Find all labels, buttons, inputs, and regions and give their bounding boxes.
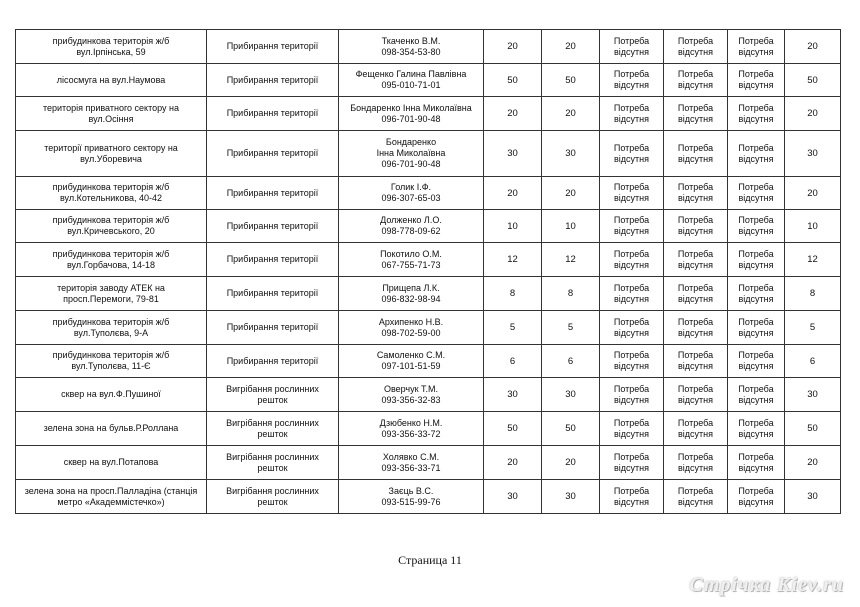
table-row: [16, 210, 841, 243]
need-tools-cell: [600, 64, 664, 97]
location-cell: [16, 30, 207, 64]
cell-line: Потреба: [738, 282, 774, 293]
count-actual-cell: 30: [542, 480, 600, 514]
location-cell: [16, 210, 207, 243]
cell-line: відсутня: [614, 113, 649, 124]
table-row: [16, 64, 841, 97]
total-cell: 30: [785, 480, 841, 514]
count-planned-cell: 30: [484, 480, 542, 514]
work-type-cell: [207, 131, 339, 177]
cell-line: відсутня: [738, 327, 774, 338]
cell-line: відсутня: [614, 327, 649, 338]
total-cell: 6: [785, 345, 841, 378]
cell-line: Оверчук Т.М.: [383, 383, 439, 394]
count-actual-cell: 50: [542, 412, 600, 446]
cell-line: Прибирання території: [226, 220, 319, 231]
count-actual-cell: 5: [542, 311, 600, 345]
need-transport-cell: [728, 480, 785, 514]
count-planned-cell: 10: [484, 210, 542, 243]
cell-line: вул.Котельникова, 40-42: [59, 193, 163, 203]
cell-line: відсутня: [678, 80, 713, 90]
cell-line: Потреба: [613, 215, 650, 225]
need-transport-cell: [728, 64, 785, 97]
cell-line: Заєць В.С.: [388, 485, 434, 496]
cell-line: відсутня: [614, 428, 649, 439]
cell-line: Потреба: [738, 35, 774, 46]
cell-line: Вигрібання рослинних: [226, 383, 319, 394]
count-actual-cell: 20: [542, 30, 600, 64]
cell-line: 093-356-33-71: [381, 462, 441, 473]
count-actual-cell: 6: [542, 345, 600, 378]
need-transport-cell: [728, 412, 785, 446]
cell-line: відсутня: [678, 113, 713, 124]
cell-line: Потреба: [738, 417, 774, 428]
cell-line: Потреба: [677, 69, 714, 79]
location-cell: [16, 480, 207, 514]
cell-line: відсутня: [738, 226, 774, 236]
total-cell: 20: [785, 177, 841, 210]
location-cell: [16, 177, 207, 210]
need-transport-cell: [728, 131, 785, 177]
cell-line: Потреба: [613, 451, 650, 462]
cell-line: Прищепа Л.К.: [382, 282, 440, 293]
cell-line: Потреба: [738, 451, 774, 462]
cell-line: прибудинкова територія ж/б: [52, 35, 170, 46]
cell-line: Потреба: [613, 248, 650, 259]
need-transport-cell: [728, 277, 785, 311]
work-type-cell: [207, 345, 339, 378]
cell-line: відсутня: [738, 394, 774, 405]
total-cell: 8: [785, 277, 841, 311]
contact-cell: [339, 97, 484, 131]
cell-line: територія заводу АТЕК на: [57, 282, 165, 293]
cell-line: відсутня: [678, 394, 713, 405]
cell-line: Потреба: [677, 451, 714, 462]
cell-line: Потреба: [613, 383, 650, 394]
need-transport-cell: [728, 210, 785, 243]
cell-line: прибудинкова територія ж/б: [52, 182, 170, 192]
cell-line: відсутня: [614, 293, 649, 304]
total-cell: 20: [785, 97, 841, 131]
cell-line: решток: [257, 428, 288, 439]
cell-line: 098-778-09-62: [381, 226, 441, 236]
cell-line: вул.Уборевича: [80, 153, 142, 164]
cell-line: Потреба: [613, 142, 650, 153]
cell-line: Потреба: [738, 102, 774, 113]
cell-line: Потреба: [613, 417, 650, 428]
cell-line: Прибирання території: [226, 187, 319, 198]
cell-line: Прибирання території: [226, 288, 319, 298]
need-bags-cell: [664, 311, 728, 345]
total-cell: 20: [785, 446, 841, 480]
count-actual-cell: 20: [542, 446, 600, 480]
cell-line: Потреба: [677, 35, 714, 46]
contact-cell: [339, 131, 484, 177]
contact-cell: [339, 30, 484, 64]
total-cell: 50: [785, 64, 841, 97]
cell-line: 098-702-59-00: [381, 327, 441, 338]
work-type-cell: [207, 177, 339, 210]
cell-line: Потреба: [613, 316, 650, 327]
cell-line: Вигрібання рослинних: [226, 417, 319, 428]
need-tools-cell: [600, 311, 664, 345]
cell-line: Потреба: [738, 215, 774, 225]
cell-line: 096-832-98-94: [381, 293, 441, 304]
cell-line: Прибирання території: [226, 322, 319, 332]
cell-line: сквер на вул.Потапова: [63, 457, 159, 467]
total-cell: 30: [785, 378, 841, 412]
cell-line: Потреба: [677, 282, 714, 293]
cell-line: решток: [257, 462, 288, 473]
cell-line: відсутня: [614, 193, 649, 203]
need-tools-cell: [600, 446, 664, 480]
count-planned-cell: 30: [484, 378, 542, 412]
cell-line: вул.Кричевського, 20: [67, 226, 155, 236]
cell-line: Потреба: [677, 142, 714, 153]
need-bags-cell: [664, 412, 728, 446]
need-tools-cell: [600, 97, 664, 131]
cell-line: просп.Перемоги, 79-81: [63, 293, 159, 304]
cell-line: 095-010-71-01: [381, 80, 441, 90]
cell-line: Фещенко Галина Павлівна: [355, 69, 467, 79]
work-type-cell: [207, 480, 339, 514]
need-bags-cell: [664, 97, 728, 131]
cleanup-schedule-table: [15, 29, 841, 514]
cell-line: територія приватного сектору на: [43, 102, 179, 113]
cell-line: відсутня: [678, 462, 713, 473]
contact-cell: [339, 210, 484, 243]
cell-line: 093-515-99-76: [381, 496, 441, 507]
table-row: [16, 131, 841, 177]
contact-cell: [339, 412, 484, 446]
cell-line: відсутня: [678, 46, 713, 57]
cell-line: Покотило О.М.: [380, 248, 442, 259]
need-tools-cell: [600, 131, 664, 177]
work-type-cell: [207, 30, 339, 64]
work-type-cell: [207, 97, 339, 131]
work-type-cell: [207, 210, 339, 243]
need-bags-cell: [664, 131, 728, 177]
need-transport-cell: [728, 97, 785, 131]
count-actual-cell: 50: [542, 64, 600, 97]
cell-line: відсутня: [738, 293, 774, 304]
contact-cell: [339, 277, 484, 311]
need-transport-cell: [728, 378, 785, 412]
count-planned-cell: 50: [484, 412, 542, 446]
cell-line: Вигрібання рослинних: [226, 485, 319, 496]
location-cell: [16, 64, 207, 97]
cell-line: Голик І.Ф.: [390, 182, 432, 192]
cell-line: території приватного сектору на: [44, 142, 178, 153]
need-bags-cell: [664, 446, 728, 480]
contact-cell: [339, 64, 484, 97]
count-planned-cell: 20: [484, 97, 542, 131]
cell-line: сквер на вул.Ф.Пушиної: [61, 389, 161, 399]
contact-cell: [339, 480, 484, 514]
work-type-cell: [207, 412, 339, 446]
cell-line: Потреба: [677, 383, 714, 394]
cell-line: відсутня: [738, 496, 774, 507]
table-row: [16, 412, 841, 446]
table-row: [16, 446, 841, 480]
cell-line: прибудинкова територія ж/б: [52, 215, 170, 225]
count-actual-cell: 30: [542, 378, 600, 412]
cell-line: 098-354-53-80: [381, 46, 441, 57]
cell-line: відсутня: [678, 496, 713, 507]
total-cell: 30: [785, 131, 841, 177]
cell-line: Дзюбенко Н.М.: [379, 417, 443, 428]
work-type-cell: [207, 277, 339, 311]
contact-cell: [339, 177, 484, 210]
table-body: [16, 30, 841, 514]
cell-line: Потреба: [677, 350, 714, 360]
cell-line: відсутня: [614, 462, 649, 473]
cell-line: Бондаренко Інна Миколаївна: [350, 102, 472, 113]
need-bags-cell: [664, 480, 728, 514]
cell-line: Потреба: [613, 485, 650, 496]
cell-line: відсутня: [738, 113, 774, 124]
total-cell: 5: [785, 311, 841, 345]
cell-line: відсутня: [738, 80, 774, 90]
cell-line: відсутня: [678, 259, 713, 270]
total-cell: 12: [785, 243, 841, 277]
cell-line: 096-701-90-48: [381, 113, 441, 124]
need-tools-cell: [600, 412, 664, 446]
cell-line: відсутня: [614, 259, 649, 270]
cell-line: відсутня: [738, 428, 774, 439]
cell-line: Потреба: [677, 215, 714, 225]
need-transport-cell: [728, 311, 785, 345]
need-bags-cell: [664, 210, 728, 243]
cell-line: Потреба: [738, 350, 774, 360]
cell-line: Потреба: [613, 350, 650, 360]
cell-line: вул.Туполєва, 9-А: [73, 327, 149, 338]
cell-line: Потреба: [738, 316, 774, 327]
count-actual-cell: 12: [542, 243, 600, 277]
cell-line: Потреба: [613, 35, 650, 46]
work-type-cell: [207, 378, 339, 412]
total-cell: 10: [785, 210, 841, 243]
contact-cell: [339, 378, 484, 412]
cell-line: 097-101-51-59: [381, 361, 441, 371]
cell-line: Прибирання території: [226, 148, 319, 158]
cell-line: Потреба: [613, 102, 650, 113]
need-tools-cell: [600, 378, 664, 412]
need-bags-cell: [664, 345, 728, 378]
cell-line: вул.Горбачова, 14-18: [66, 259, 156, 270]
location-cell: [16, 131, 207, 177]
count-planned-cell: 8: [484, 277, 542, 311]
cell-line: Прибирання території: [226, 355, 319, 366]
cell-line: відсутня: [614, 394, 649, 405]
location-cell: [16, 97, 207, 131]
cell-line: відсутня: [614, 361, 649, 371]
cell-line: Архипенко Н.В.: [378, 316, 444, 327]
table-row: [16, 378, 841, 412]
count-actual-cell: 10: [542, 210, 600, 243]
table-row: [16, 277, 841, 311]
contact-cell: [339, 446, 484, 480]
cell-line: відсутня: [738, 462, 774, 473]
count-planned-cell: 20: [484, 30, 542, 64]
cell-line: зелена зона на просп.Палладіна (станція: [24, 485, 198, 496]
cell-line: відсутня: [678, 327, 713, 338]
need-tools-cell: [600, 345, 664, 378]
cell-line: прибудинкова територія ж/б: [52, 350, 170, 360]
table-row: [16, 30, 841, 64]
cell-line: відсутня: [678, 193, 713, 203]
table-row: [16, 97, 841, 131]
cell-line: відсутня: [678, 361, 713, 371]
location-cell: [16, 345, 207, 378]
work-type-cell: [207, 446, 339, 480]
cell-line: Потреба: [677, 182, 714, 192]
count-actual-cell: 30: [542, 131, 600, 177]
cell-line: зелена зона на бульв.Р.Роллана: [43, 423, 179, 433]
cell-line: відсутня: [738, 361, 774, 371]
cell-line: Прибирання території: [226, 108, 319, 118]
cell-line: відсутня: [678, 293, 713, 304]
cell-line: лісосмуга на вул.Наумова: [56, 74, 166, 85]
cell-line: вул.Туполєва, 11-Є: [71, 361, 151, 371]
cell-line: 096-701-90-48: [381, 159, 441, 169]
need-bags-cell: [664, 30, 728, 64]
location-cell: [16, 277, 207, 311]
table-row: [16, 243, 841, 277]
cell-line: Потреба: [677, 485, 714, 496]
cell-line: Ткаченко В.М.: [381, 35, 441, 46]
work-type-cell: [207, 64, 339, 97]
need-bags-cell: [664, 378, 728, 412]
location-cell: [16, 311, 207, 345]
need-transport-cell: [728, 30, 785, 64]
cell-line: решток: [257, 496, 288, 507]
location-cell: [16, 446, 207, 480]
cell-line: відсутня: [614, 226, 649, 236]
contact-cell: [339, 345, 484, 378]
table-row: [16, 345, 841, 378]
cell-line: Долженко Л.О.: [380, 215, 442, 225]
cell-line: відсутня: [738, 46, 774, 57]
cell-line: 093-356-33-72: [381, 428, 441, 439]
need-bags-cell: [664, 177, 728, 210]
table-row: [16, 177, 841, 210]
need-transport-cell: [728, 345, 785, 378]
location-cell: [16, 243, 207, 277]
work-type-cell: [207, 311, 339, 345]
need-tools-cell: [600, 480, 664, 514]
count-planned-cell: 30: [484, 131, 542, 177]
cell-line: відсутня: [678, 153, 713, 164]
cell-line: відсутня: [614, 496, 649, 507]
location-cell: [16, 412, 207, 446]
count-planned-cell: 5: [484, 311, 542, 345]
count-planned-cell: 50: [484, 64, 542, 97]
contact-cell: [339, 311, 484, 345]
need-tools-cell: [600, 243, 664, 277]
cell-line: відсутня: [738, 153, 774, 164]
cell-line: відсутня: [678, 226, 713, 236]
cell-line: відсутня: [738, 193, 774, 203]
cell-line: Потреба: [613, 282, 650, 293]
need-bags-cell: [664, 64, 728, 97]
need-bags-cell: [664, 243, 728, 277]
cell-line: 093-356-32-83: [381, 394, 441, 405]
contact-cell: [339, 243, 484, 277]
cell-line: Прибирання території: [226, 74, 319, 85]
cell-line: Потреба: [738, 383, 774, 394]
cell-line: Потреба: [677, 417, 714, 428]
cell-line: Бондаренко: [385, 137, 437, 147]
location-cell: [16, 378, 207, 412]
need-transport-cell: [728, 177, 785, 210]
cell-line: Потреба: [738, 69, 774, 79]
need-bags-cell: [664, 277, 728, 311]
need-transport-cell: [728, 243, 785, 277]
cell-line: Потреба: [613, 69, 650, 79]
cell-line: Потреба: [738, 485, 774, 496]
cell-line: Потреба: [613, 182, 650, 192]
cell-line: Холявко С.М.: [382, 451, 440, 462]
need-tools-cell: [600, 177, 664, 210]
cell-line: Вигрібання рослинних: [226, 451, 319, 462]
cell-line: відсутня: [614, 153, 649, 164]
cell-line: прибудинкова територія ж/б: [52, 316, 170, 327]
table-row: [16, 311, 841, 345]
cell-line: Потреба: [738, 182, 774, 192]
cell-line: відсутня: [738, 259, 774, 270]
cell-line: вул.Осіння: [88, 113, 134, 124]
cell-line: Потреба: [738, 142, 774, 153]
count-actual-cell: 20: [542, 97, 600, 131]
cell-line: відсутня: [678, 428, 713, 439]
cell-line: вул.Ірпінська, 59: [76, 46, 146, 57]
need-tools-cell: [600, 277, 664, 311]
cell-line: Прибирання території: [226, 41, 319, 51]
cell-line: відсутня: [614, 80, 649, 90]
need-tools-cell: [600, 30, 664, 64]
cell-line: Потреба: [738, 248, 774, 259]
need-transport-cell: [728, 446, 785, 480]
cell-line: 067-755-71-73: [381, 259, 441, 270]
page-number: Страница 11: [398, 553, 462, 567]
cell-line: Потреба: [677, 316, 714, 327]
count-planned-cell: 12: [484, 243, 542, 277]
table-row: [16, 480, 841, 514]
work-type-cell: [207, 243, 339, 277]
count-planned-cell: 20: [484, 446, 542, 480]
count-planned-cell: 20: [484, 177, 542, 210]
count-actual-cell: 8: [542, 277, 600, 311]
cell-line: відсутня: [614, 46, 649, 57]
total-cell: 50: [785, 412, 841, 446]
total-cell: 20: [785, 30, 841, 64]
cell-line: прибудинкова територія ж/б: [52, 248, 170, 259]
cell-line: Самоленко С.М.: [376, 350, 446, 360]
cell-line: метро «Академмістечко»): [57, 496, 165, 507]
count-planned-cell: 6: [484, 345, 542, 378]
cell-line: 096-307-65-03: [381, 193, 441, 203]
cell-line: решток: [257, 394, 288, 405]
cell-line: Потреба: [677, 248, 714, 259]
cell-line: Потреба: [677, 102, 714, 113]
count-actual-cell: 20: [542, 177, 600, 210]
cell-line: Прибирання території: [226, 254, 319, 264]
need-tools-cell: [600, 210, 664, 243]
site-watermark: Стрічка Kiev.ru: [689, 574, 844, 596]
cell-line: Інна Миколаївна: [376, 148, 446, 158]
